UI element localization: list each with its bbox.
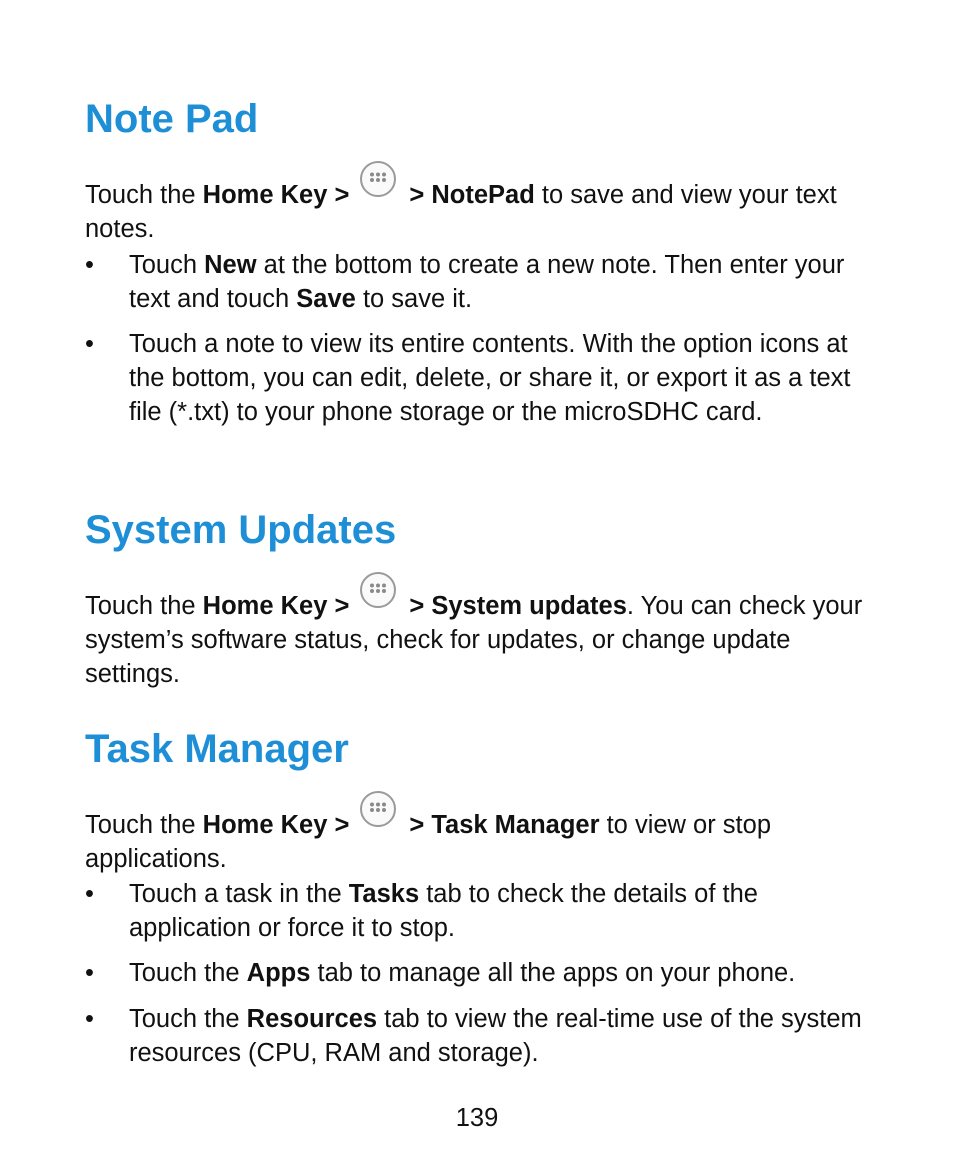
note-pad-intro: Touch the Home Key > > NotePad to save and view your text notes. — [85, 169, 875, 246]
section-title-note-pad: Note Pad — [85, 97, 259, 141]
page-number: 139 — [455, 1104, 499, 1132]
system-updates-intro: Touch the Home Key > > System updates. You can check your system’s software status, check for updates, or change update settings. — [85, 580, 875, 691]
bullet-glyph: • — [85, 251, 94, 279]
bullet-glyph: • — [85, 1005, 94, 1033]
apps-grid-icon — [359, 160, 397, 198]
list-item: • Touch the Resources tab to view the real-time use of the system resources (CPU, RAM and storage). — [85, 1002, 875, 1070]
apps-grid-icon — [359, 571, 397, 609]
task-manager-intro: Touch the Home Key > > Task Manager to view or stop applications. — [85, 799, 875, 876]
list-item: • Touch a note to view its entire contents. With the option icons at the bottom, you can edit, delete, or share it, or export it as a text file (*.txt) to your phone storage or the microSDHC card. — [85, 327, 875, 429]
list-item: • Touch a task in the Tasks tab to check the details of the application or force it to stop. — [85, 877, 875, 945]
apps-grid-icon — [359, 790, 397, 828]
list-item: • Touch the Apps tab to manage all the apps on your phone. — [85, 956, 875, 990]
list-item: • Touch New at the bottom to create a new note. Then enter your text and touch Save to save it. — [85, 248, 875, 316]
bullet-glyph: • — [85, 880, 94, 908]
section-title-system-updates: System Updates — [85, 508, 397, 552]
bullet-glyph: • — [85, 330, 94, 358]
bullet-glyph: • — [85, 959, 94, 987]
section-title-task-manager: Task Manager — [85, 727, 349, 771]
